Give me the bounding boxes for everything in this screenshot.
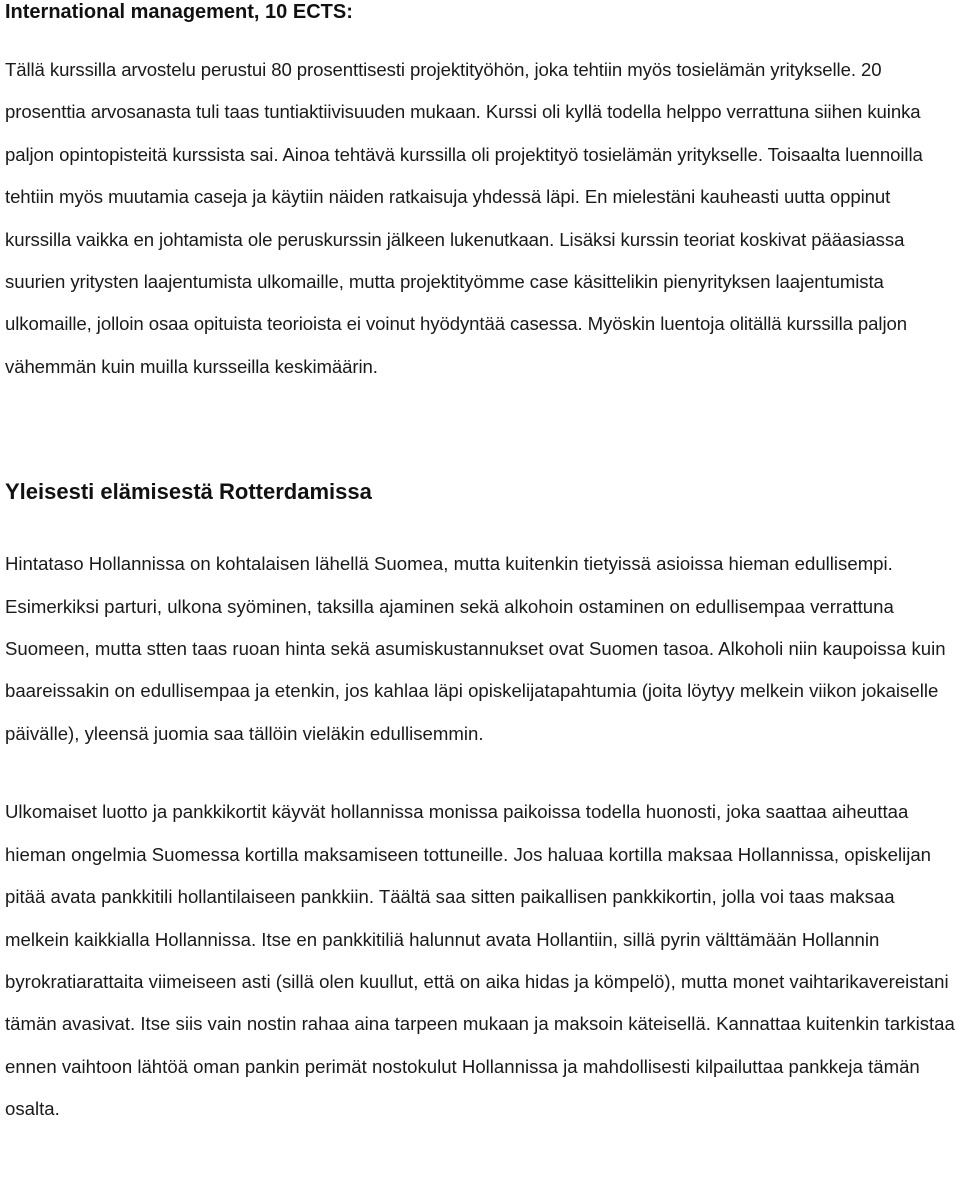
course-heading: International management, 10 ECTS: xyxy=(5,1,353,23)
document-page xyxy=(5,0,955,1131)
living-paragraph-2: Ulkomaiset luotto ja pankkikortit käyvät hollannissa monissa paikoissa todella huonosti, joka saattaa aiheuttaa hieman ongelmia Suomessa kortilla maksamiseen tottuneille. Jos haluaa kortilla maksaa Hollannissa, opiskelijan pitää avata pankkitili hollantilaiseen pankkiin. Täältä saa sitten paikallisen pankkikortin, jolla voi taas maksaa melkein kaikkialla Hollannissa. Itse en pankkitiliä halunnut avata Hollantiin, sillä pyrin välttämään Hollannin byrokratiarattaita viimeiseen asti (sillä olen kuullut, että on aika hidas ja kömpelö), mutta monet vaihtarikavereistani tämän avasivat. Itse siis vain nostin rahaa aina tarpeen mukaan ja maksoin käteisellä. Kannattaa kuitenkin tarkistaa ennen vaihtoon lähtöä oman pankin perimät nostokulut Hollannissa ja mahdollisesti kilpailuttaa pankkeja tämän osalta. xyxy=(5,801,955,1120)
section-heading: Yleisesti elämisestä Rotterdamissa xyxy=(5,479,372,505)
living-paragraph-1: Hintataso Hollannissa on kohtalaisen lähellä Suomea, mutta kuitenkin tietyissä asioissa hieman edullisempi. Esimerkiksi parturi, ulkona syöminen, taksilla ajaminen sekä alkohoin ostaminen on edullisempaa verrattuna Suomeen, mutta stten taas ruoan hinta sekä asumiskustannukset ovat Suomen tasoa. Alkoholi niin kaupoissa kuin baareissakin on edullisempaa ja etenkin, jos kahlaa läpi opiskelijatapahtumia (joita löytyy melkein viikon jokaiselle päivälle), yleensä juomia saa tällöin vieläkin edullisemmin. xyxy=(5,553,946,744)
course-paragraph: Tällä kurssilla arvostelu perustui 80 prosenttisesti projektityöhön, joka tehtiin myös tosielämän yritykselle. 20 prosenttia arvosanasta tuli taas tuntiaktiivisuuden mukaan. Kurssi oli kyllä todella helppo verrattuna siihen kuinka paljon opintopisteitä kurssista sai. Ainoa tehtävä kurssilla oli projektityö tosielämän yritykselle. Toisaalta luennoilla tehtiin myös muutamia caseja ja käytiin näiden ratkaisuja yhdessä läpi. En mielestäni kauheasti uutta oppinut kurssilla vaikka en johtamista ole peruskurssin jälkeen lukenutkaan. Lisäksi kurssin teoriat koskivat pääasiassa suurien yritysten laajentumista ulkomaille, mutta projektityömme case käsittelikin pienyrityksen laajentumista ulkomaille, jolloin osaa opituista teorioista ei voinut hyödyntää casessa. Myöskin luentoja olitällä kurssilla paljon vähemmän kuin muilla kursseilla keskimäärin. xyxy=(5,59,923,377)
